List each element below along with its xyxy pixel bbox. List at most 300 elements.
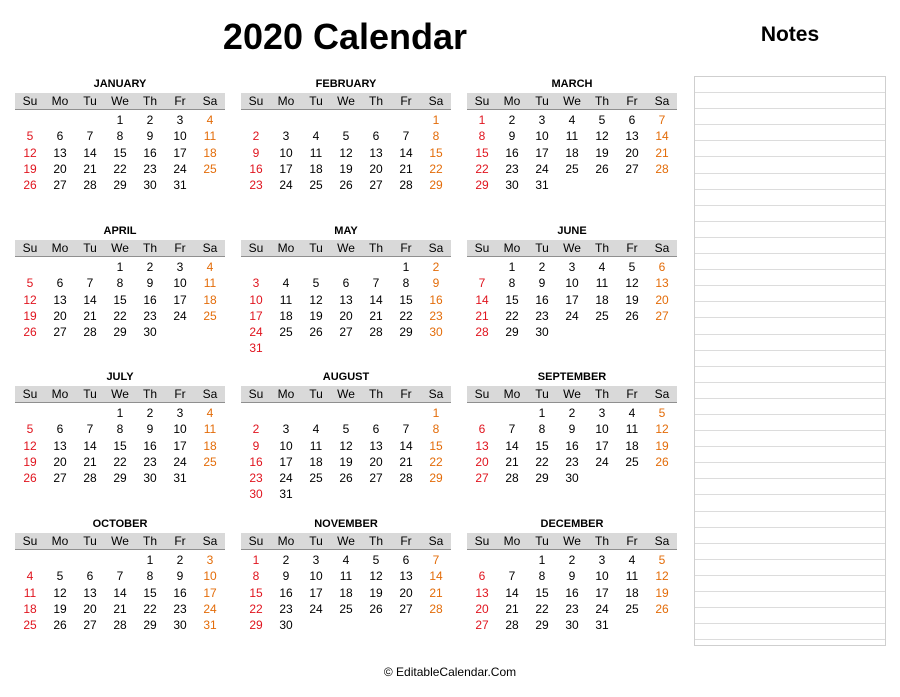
day-cell: 10: [173, 422, 187, 437]
day-cell: 23: [143, 161, 157, 176]
empty-cell: [75, 259, 105, 275]
day-cell: 30: [565, 471, 579, 486]
notes-line[interactable]: [695, 592, 885, 608]
empty-cell: [75, 552, 105, 568]
day-cell: 29: [535, 618, 549, 633]
day-cell: 3: [568, 260, 576, 274]
day-cell: 20: [369, 454, 383, 469]
day-cell: 26: [595, 161, 609, 176]
weekday-label: We: [111, 534, 129, 548]
day-cell: 7: [402, 129, 410, 144]
notes-line[interactable]: [695, 157, 885, 173]
weekday-label: Tu: [309, 387, 323, 401]
empty-cell: [271, 112, 301, 128]
day-cell: 11: [23, 585, 37, 600]
day-cell: 19: [595, 145, 609, 160]
day-cell: 10: [309, 569, 323, 584]
day-cell: 24: [309, 601, 323, 616]
day-cell: 22: [113, 454, 127, 469]
day-cell: 24: [279, 178, 293, 193]
day-cell: 8: [508, 276, 516, 291]
day-cell: 28: [83, 325, 97, 340]
notes-line[interactable]: [695, 238, 885, 254]
day-cell: 27: [53, 471, 67, 486]
day-cell: 29: [475, 178, 489, 193]
day-cell: 20: [369, 161, 383, 176]
day-cell: 26: [53, 618, 67, 633]
notes-line[interactable]: [695, 318, 885, 334]
day-cell: 29: [143, 618, 157, 633]
day-cell: 12: [339, 145, 353, 160]
empty-cell: [301, 112, 331, 128]
month-name: AUGUST: [322, 371, 370, 383]
weekday-label: Tu: [535, 534, 549, 548]
empty-cell: [391, 112, 421, 128]
weekday-label: Fr: [400, 94, 412, 108]
notes-line[interactable]: [695, 335, 885, 351]
day-cell: 8: [432, 129, 440, 144]
day-cell: 21: [429, 585, 443, 600]
day-cell: 14: [399, 438, 413, 453]
notes-line[interactable]: [695, 270, 885, 286]
weekday-label: Tu: [83, 387, 97, 401]
weekday-header: [241, 533, 451, 550]
day-cell: 19: [339, 454, 353, 469]
day-cell: 5: [342, 129, 350, 144]
day-cell: 9: [146, 129, 154, 144]
day-cell: 30: [249, 487, 263, 502]
day-cell: 15: [535, 585, 549, 600]
weekday-label: Sa: [654, 241, 670, 255]
weekday-label: Mo: [503, 534, 521, 548]
day-cell: 30: [535, 325, 549, 340]
day-cell: 9: [282, 569, 290, 584]
day-cell: 16: [143, 438, 157, 453]
day-cell: 17: [173, 438, 187, 453]
day-cell: 2: [282, 553, 290, 567]
day-cell: 17: [279, 161, 293, 176]
weekday-header: [241, 386, 451, 403]
weekday-header: [15, 386, 225, 403]
month-august: [241, 371, 451, 503]
month-october: [15, 518, 225, 633]
weekday-label: Fr: [174, 94, 186, 108]
day-cell: 30: [173, 618, 187, 633]
day-cell: 7: [658, 113, 666, 127]
day-cell: 23: [143, 454, 157, 469]
day-cell: 25: [203, 161, 217, 176]
day-cell: 6: [402, 553, 410, 567]
notes-area[interactable]: [694, 76, 886, 646]
day-cell: 27: [475, 471, 489, 486]
day-cell: 31: [535, 178, 549, 193]
weekday-label: Su: [474, 94, 490, 108]
day-cell: 22: [113, 161, 127, 176]
day-cell: 22: [535, 601, 549, 616]
weekday-header: [15, 93, 225, 110]
day-cell: 5: [658, 406, 666, 420]
day-cell: 29: [113, 178, 127, 193]
empty-cell: [497, 552, 527, 568]
month-name: OCTOBER: [92, 518, 148, 530]
day-cell: 29: [505, 325, 519, 340]
notes-line[interactable]: [695, 495, 885, 511]
day-cell: 13: [339, 292, 353, 307]
day-cell: 18: [23, 601, 37, 616]
day-cell: 16: [535, 292, 549, 307]
day-cell: 13: [53, 145, 67, 160]
day-cell: 24: [565, 308, 579, 323]
day-cell: 15: [113, 292, 127, 307]
day-cell: 23: [249, 178, 263, 193]
day-cell: 22: [399, 308, 413, 323]
day-cell: 14: [655, 129, 669, 144]
notes-line[interactable]: [695, 463, 885, 479]
weekday-label: Mo: [277, 387, 295, 401]
day-cell: 26: [655, 454, 669, 469]
day-cell: 8: [478, 129, 486, 144]
day-cell: 23: [279, 601, 293, 616]
notes-line[interactable]: [695, 512, 885, 528]
notes-line[interactable]: [695, 383, 885, 399]
day-cell: 20: [339, 308, 353, 323]
weekday-label: Sa: [428, 534, 444, 548]
empty-cell: [15, 552, 45, 568]
notes-line[interactable]: [695, 174, 885, 190]
day-cell: 5: [56, 569, 64, 584]
day-cell: 21: [655, 145, 669, 160]
day-cell: 12: [625, 276, 639, 291]
day-cell: 12: [23, 145, 37, 160]
day-cell: 12: [339, 438, 353, 453]
day-cell: 16: [249, 454, 263, 469]
day-cell: 5: [628, 260, 636, 274]
day-cell: 10: [249, 292, 263, 307]
day-cell: 16: [565, 438, 579, 453]
day-cell: 6: [342, 276, 350, 291]
weekday-label: Sa: [202, 94, 218, 108]
notes-line[interactable]: [695, 608, 885, 624]
day-cell: 6: [372, 422, 380, 437]
empty-cell: [271, 259, 301, 275]
notes-line[interactable]: [695, 190, 885, 206]
empty-cell: [331, 405, 361, 421]
day-cell: 27: [53, 325, 67, 340]
day-cell: 4: [206, 406, 214, 420]
day-cell: 19: [339, 161, 353, 176]
day-cell: 25: [625, 454, 639, 469]
notes-line[interactable]: [695, 206, 885, 222]
notes-line[interactable]: [695, 544, 885, 560]
weekday-label: Su: [22, 534, 38, 548]
day-cell: 1: [432, 113, 440, 127]
day-cell: 25: [23, 618, 37, 633]
notes-line[interactable]: [695, 302, 885, 318]
empty-cell: [15, 112, 45, 128]
day-cell: 5: [658, 553, 666, 567]
day-cell: 31: [279, 487, 293, 502]
day-cell: 1: [478, 113, 486, 127]
weekday-label: Su: [248, 534, 264, 548]
day-cell: 7: [86, 422, 94, 437]
day-cell: 29: [249, 618, 263, 633]
weekday-label: Fr: [174, 241, 186, 255]
day-cell: 24: [173, 308, 187, 323]
weekday-label: Fr: [626, 241, 638, 255]
day-cell: 23: [249, 471, 263, 486]
day-cell: 23: [143, 308, 157, 323]
day-cell: 4: [342, 553, 350, 567]
day-cell: 17: [595, 438, 609, 453]
notes-line[interactable]: [695, 93, 885, 109]
notes-line[interactable]: [695, 447, 885, 463]
day-cell: 8: [252, 569, 260, 584]
day-grid: [15, 112, 225, 193]
day-cell: 11: [203, 129, 217, 144]
notes-line[interactable]: [695, 576, 885, 592]
day-cell: 3: [176, 260, 184, 274]
weekday-label: Mo: [503, 387, 521, 401]
day-cell: 30: [279, 618, 293, 633]
day-cell: 12: [655, 422, 669, 437]
day-cell: 18: [309, 454, 323, 469]
weekday-label: Sa: [428, 94, 444, 108]
day-cell: 15: [475, 145, 489, 160]
day-cell: 5: [598, 113, 606, 127]
empty-cell: [15, 405, 45, 421]
day-cell: 12: [23, 292, 37, 307]
notes-line[interactable]: [695, 528, 885, 544]
day-cell: 17: [249, 308, 263, 323]
day-cell: 21: [83, 161, 97, 176]
month-june: [467, 225, 677, 340]
weekday-header: [241, 240, 451, 257]
day-cell: 26: [23, 178, 37, 193]
day-cell: 19: [23, 454, 37, 469]
day-cell: 11: [625, 569, 639, 584]
day-cell: 3: [176, 406, 184, 420]
day-cell: 2: [146, 406, 154, 420]
weekday-label: We: [111, 387, 129, 401]
weekday-label: Sa: [654, 534, 670, 548]
day-cell: 8: [538, 569, 546, 584]
day-cell: 10: [595, 422, 609, 437]
day-cell: 3: [598, 553, 606, 567]
day-cell: 12: [369, 569, 383, 584]
day-cell: 29: [535, 471, 549, 486]
day-cell: 21: [83, 454, 97, 469]
day-cell: 4: [282, 276, 290, 291]
day-cell: 22: [475, 161, 489, 176]
day-cell: 29: [113, 325, 127, 340]
weekday-label: We: [337, 387, 355, 401]
day-cell: 24: [203, 601, 217, 616]
weekday-label: Mo: [503, 94, 521, 108]
day-cell: 14: [399, 145, 413, 160]
day-cell: 13: [53, 292, 67, 307]
weekday-label: Su: [474, 241, 490, 255]
empty-cell: [45, 259, 75, 275]
notes-line[interactable]: [695, 367, 885, 383]
day-cell: 31: [203, 618, 217, 633]
day-cell: 13: [475, 585, 489, 600]
day-cell: 19: [23, 308, 37, 323]
empty-cell: [331, 112, 361, 128]
notes-line[interactable]: [695, 624, 885, 640]
day-cell: 9: [252, 438, 260, 453]
day-cell: 25: [309, 178, 323, 193]
weekday-label: Sa: [202, 387, 218, 401]
day-cell: 23: [535, 308, 549, 323]
weekday-label: Tu: [309, 534, 323, 548]
day-cell: 1: [252, 553, 260, 567]
empty-cell: [301, 405, 331, 421]
day-cell: 1: [402, 260, 410, 274]
day-cell: 16: [173, 585, 187, 600]
day-cell: 5: [312, 276, 320, 291]
day-grid: [467, 552, 677, 633]
day-cell: 20: [53, 308, 67, 323]
day-cell: 25: [203, 308, 217, 323]
weekday-label: Su: [248, 241, 264, 255]
notes-line[interactable]: [695, 77, 885, 93]
notes-line[interactable]: [695, 399, 885, 415]
day-cell: 31: [249, 341, 263, 356]
weekday-label: Sa: [202, 241, 218, 255]
day-cell: 14: [505, 438, 519, 453]
notes-line[interactable]: [695, 479, 885, 495]
day-cell: 1: [116, 113, 124, 127]
weekday-label: Fr: [626, 534, 638, 548]
day-grid: [467, 259, 677, 340]
day-cell: 22: [143, 601, 157, 616]
notes-line[interactable]: [695, 141, 885, 157]
day-cell: 20: [83, 601, 97, 616]
day-cell: 22: [113, 308, 127, 323]
day-cell: 16: [279, 585, 293, 600]
day-cell: 11: [279, 292, 293, 307]
weekday-label: We: [111, 241, 129, 255]
weekday-label: Fr: [174, 387, 186, 401]
month-name: FEBRUARY: [315, 78, 377, 90]
day-cell: 22: [505, 308, 519, 323]
footer-credit: © EditableCalendar.Com: [383, 665, 517, 679]
day-cell: 20: [475, 454, 489, 469]
notes-line[interactable]: [695, 431, 885, 447]
notes-line[interactable]: [695, 254, 885, 270]
day-cell: 13: [399, 569, 413, 584]
notes-line[interactable]: [695, 222, 885, 238]
month-name: JULY: [106, 371, 134, 383]
weekday-label: Tu: [83, 241, 97, 255]
day-cell: 15: [399, 292, 413, 307]
day-cell: 6: [56, 422, 64, 437]
day-cell: 13: [369, 438, 383, 453]
day-cell: 24: [249, 325, 263, 340]
notes-line[interactable]: [695, 286, 885, 302]
weekday-label: Mo: [51, 387, 69, 401]
day-cell: 9: [508, 129, 516, 144]
day-cell: 21: [399, 161, 413, 176]
day-cell: 11: [203, 276, 217, 291]
day-cell: 8: [402, 276, 410, 291]
day-cell: 14: [113, 585, 127, 600]
weekday-label: Mo: [277, 94, 295, 108]
day-cell: 19: [53, 601, 67, 616]
notes-line[interactable]: [695, 560, 885, 576]
day-cell: 21: [505, 601, 519, 616]
empty-cell: [467, 552, 497, 568]
day-cell: 19: [625, 292, 639, 307]
notes-line[interactable]: [695, 125, 885, 141]
weekday-label: We: [337, 94, 355, 108]
day-cell: 17: [173, 292, 187, 307]
weekday-header: [467, 386, 677, 403]
notes-line[interactable]: [695, 415, 885, 431]
day-cell: 8: [116, 276, 124, 291]
day-cell: 20: [53, 454, 67, 469]
weekday-label: Fr: [400, 387, 412, 401]
weekday-label: Th: [594, 241, 609, 255]
day-cell: 26: [655, 601, 669, 616]
empty-cell: [467, 259, 497, 275]
day-cell: 9: [252, 145, 260, 160]
day-cell: 28: [505, 471, 519, 486]
day-cell: 5: [26, 422, 34, 437]
day-cell: 5: [372, 553, 380, 567]
weekday-label: Th: [594, 387, 609, 401]
day-cell: 9: [146, 276, 154, 291]
empty-cell: [45, 112, 75, 128]
notes-line[interactable]: [695, 351, 885, 367]
day-cell: 16: [143, 145, 157, 160]
weekday-label: Sa: [202, 534, 218, 548]
day-cell: 6: [372, 129, 380, 144]
day-cell: 27: [655, 308, 669, 323]
day-cell: 30: [505, 178, 519, 193]
weekday-label: Su: [248, 387, 264, 401]
weekday-label: We: [337, 534, 355, 548]
day-cell: 3: [282, 129, 290, 144]
day-cell: 9: [432, 276, 440, 291]
day-cell: 6: [478, 569, 486, 584]
weekday-label: Tu: [309, 94, 323, 108]
day-cell: 3: [312, 553, 320, 567]
day-cell: 25: [279, 325, 293, 340]
day-cell: 11: [309, 145, 323, 160]
day-grid: [241, 112, 451, 193]
day-cell: 11: [625, 422, 639, 437]
day-cell: 22: [535, 454, 549, 469]
day-cell: 27: [369, 178, 383, 193]
day-cell: 2: [252, 129, 260, 144]
day-cell: 10: [279, 145, 293, 160]
day-cell: 26: [625, 308, 639, 323]
day-cell: 4: [206, 113, 214, 127]
day-cell: 27: [83, 618, 97, 633]
empty-cell: [241, 112, 271, 128]
day-cell: 1: [508, 260, 516, 274]
day-cell: 28: [369, 325, 383, 340]
day-cell: 21: [399, 454, 413, 469]
day-cell: 12: [655, 569, 669, 584]
day-cell: 6: [56, 276, 64, 291]
day-cell: 26: [339, 178, 353, 193]
day-cell: 25: [309, 471, 323, 486]
empty-cell: [467, 405, 497, 421]
notes-line[interactable]: [695, 109, 885, 125]
day-cell: 18: [203, 292, 217, 307]
